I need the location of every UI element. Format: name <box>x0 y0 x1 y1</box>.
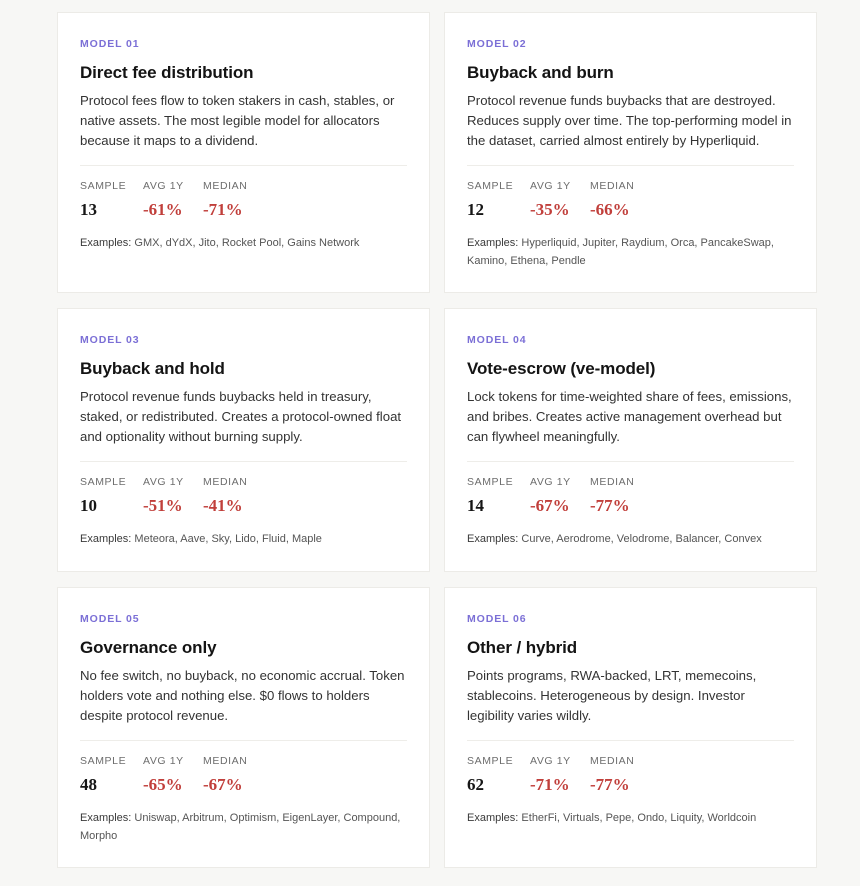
avg-1y-value: -61% <box>143 200 183 219</box>
model-examples <box>467 234 798 270</box>
model-card-06 <box>444 587 817 868</box>
sample-value: 48 <box>80 775 97 794</box>
median-label: MEDIAN <box>590 180 635 192</box>
median-label: MEDIAN <box>590 755 635 767</box>
examples-list: EtherFi, Virtuals, Pepe, Ondo, Liquity, Worldcoin <box>521 812 757 824</box>
model-number: MODEL 05 <box>80 613 140 625</box>
sample-value: 10 <box>80 496 97 515</box>
model-title: Buyback and burn <box>467 63 614 82</box>
median-value: -77% <box>590 775 630 794</box>
avg-1y-label: AVG 1Y <box>143 755 184 767</box>
examples-list: GMX, dYdX, Jito, Rocket Pool, Gains Network <box>134 237 360 249</box>
model-examples <box>80 809 411 845</box>
avg-1y-value: -71% <box>530 775 570 794</box>
sample-value: 13 <box>80 200 97 219</box>
model-number: MODEL 03 <box>80 334 140 346</box>
median-label: MEDIAN <box>590 476 635 488</box>
model-number: MODEL 01 <box>80 38 140 50</box>
model-number: MODEL 02 <box>467 38 527 50</box>
sample-value: 62 <box>467 775 484 794</box>
model-stats <box>467 180 794 220</box>
model-stats <box>80 755 407 795</box>
avg-1y-value: -51% <box>143 496 183 515</box>
card-divider <box>467 165 794 166</box>
examples-list: Hyperliquid, Jupiter, Raydium, Orca, PancakeSwap, Kamino, Ethena, Pendle <box>467 237 774 267</box>
model-card-grid <box>57 12 817 868</box>
model-card-01 <box>57 12 430 293</box>
median-value: -77% <box>590 496 630 515</box>
card-divider <box>80 461 407 462</box>
model-title: Other / hybrid <box>467 638 578 657</box>
model-stats <box>467 476 794 516</box>
sample-label: SAMPLE <box>467 180 514 192</box>
model-examples <box>80 530 411 548</box>
model-title: Buyback and hold <box>80 359 225 378</box>
avg-1y-label: AVG 1Y <box>143 476 184 488</box>
median-label: MEDIAN <box>203 180 248 192</box>
model-title: Governance only <box>80 638 217 657</box>
model-description: No fee switch, no buyback, no economic accrual. Token holders vote and nothing else. $0 flows to holders despite protocol revenue. <box>80 668 405 723</box>
examples-prefix: Examples: <box>467 237 519 249</box>
avg-1y-label: AVG 1Y <box>143 180 184 192</box>
card-divider <box>467 461 794 462</box>
examples-prefix: Examples: <box>80 533 132 545</box>
examples-prefix: Examples: <box>467 812 519 824</box>
sample-value: 14 <box>467 496 484 515</box>
median-value: -67% <box>203 775 243 794</box>
card-divider <box>80 740 407 741</box>
median-value: -66% <box>590 200 630 219</box>
model-number: MODEL 06 <box>467 613 527 625</box>
model-examples <box>467 809 798 827</box>
model-number: MODEL 04 <box>467 334 527 346</box>
model-examples <box>80 234 411 252</box>
avg-1y-value: -65% <box>143 775 183 794</box>
model-description: Protocol revenue funds buybacks that are destroyed. Reduces supply over time. The top-performing model in the dataset, carried almost entirely by Hyperliquid. <box>467 93 792 148</box>
median-label: MEDIAN <box>203 755 248 767</box>
examples-prefix: Examples: <box>80 237 132 249</box>
sample-label: SAMPLE <box>80 755 127 767</box>
sample-value: 12 <box>467 200 484 219</box>
model-card-02 <box>444 12 817 293</box>
sample-label: SAMPLE <box>467 476 514 488</box>
model-description: Points programs, RWA-backed, LRT, memecoins, stablecoins. Heterogeneous by design. Investor legibility varies wildly. <box>467 668 757 723</box>
model-description: Protocol revenue funds buybacks held in treasury, staked, or redistributed. Creates a protocol-owned float and optionality without burning supply. <box>80 389 402 444</box>
model-card-05 <box>57 587 430 868</box>
model-card-03 <box>57 308 430 572</box>
model-stats <box>80 180 407 220</box>
avg-1y-value: -67% <box>530 496 570 515</box>
model-card-04 <box>444 308 817 572</box>
examples-list: Curve, Aerodrome, Velodrome, Balancer, Convex <box>521 533 762 545</box>
avg-1y-value: -35% <box>530 200 570 219</box>
model-stats <box>467 755 794 795</box>
median-value: -71% <box>203 200 243 219</box>
avg-1y-label: AVG 1Y <box>530 755 571 767</box>
card-divider <box>80 165 407 166</box>
sample-label: SAMPLE <box>80 180 127 192</box>
examples-list: Uniswap, Arbitrum, Optimism, EigenLayer, Compound, Morpho <box>80 812 401 842</box>
model-title: Direct fee distribution <box>80 63 254 82</box>
avg-1y-label: AVG 1Y <box>530 180 571 192</box>
model-description: Lock tokens for time-weighted share of fees, emissions, and bribes. Creates active management overhead but can flywheel meaningfully. <box>467 389 792 444</box>
card-divider <box>467 740 794 741</box>
examples-prefix: Examples: <box>80 812 132 824</box>
model-examples <box>467 530 798 548</box>
examples-prefix: Examples: <box>467 533 519 545</box>
median-label: MEDIAN <box>203 476 248 488</box>
model-title: Vote-escrow (ve-model) <box>467 359 656 378</box>
sample-label: SAMPLE <box>80 476 127 488</box>
model-description: Protocol fees flow to token stakers in cash, stables, or native assets. The most legible model for allocators because it maps to a dividend. <box>80 93 395 148</box>
avg-1y-label: AVG 1Y <box>530 476 571 488</box>
sample-label: SAMPLE <box>467 755 514 767</box>
model-stats <box>80 476 407 516</box>
median-value: -41% <box>203 496 243 515</box>
examples-list: Meteora, Aave, Sky, Lido, Fluid, Maple <box>134 533 322 545</box>
